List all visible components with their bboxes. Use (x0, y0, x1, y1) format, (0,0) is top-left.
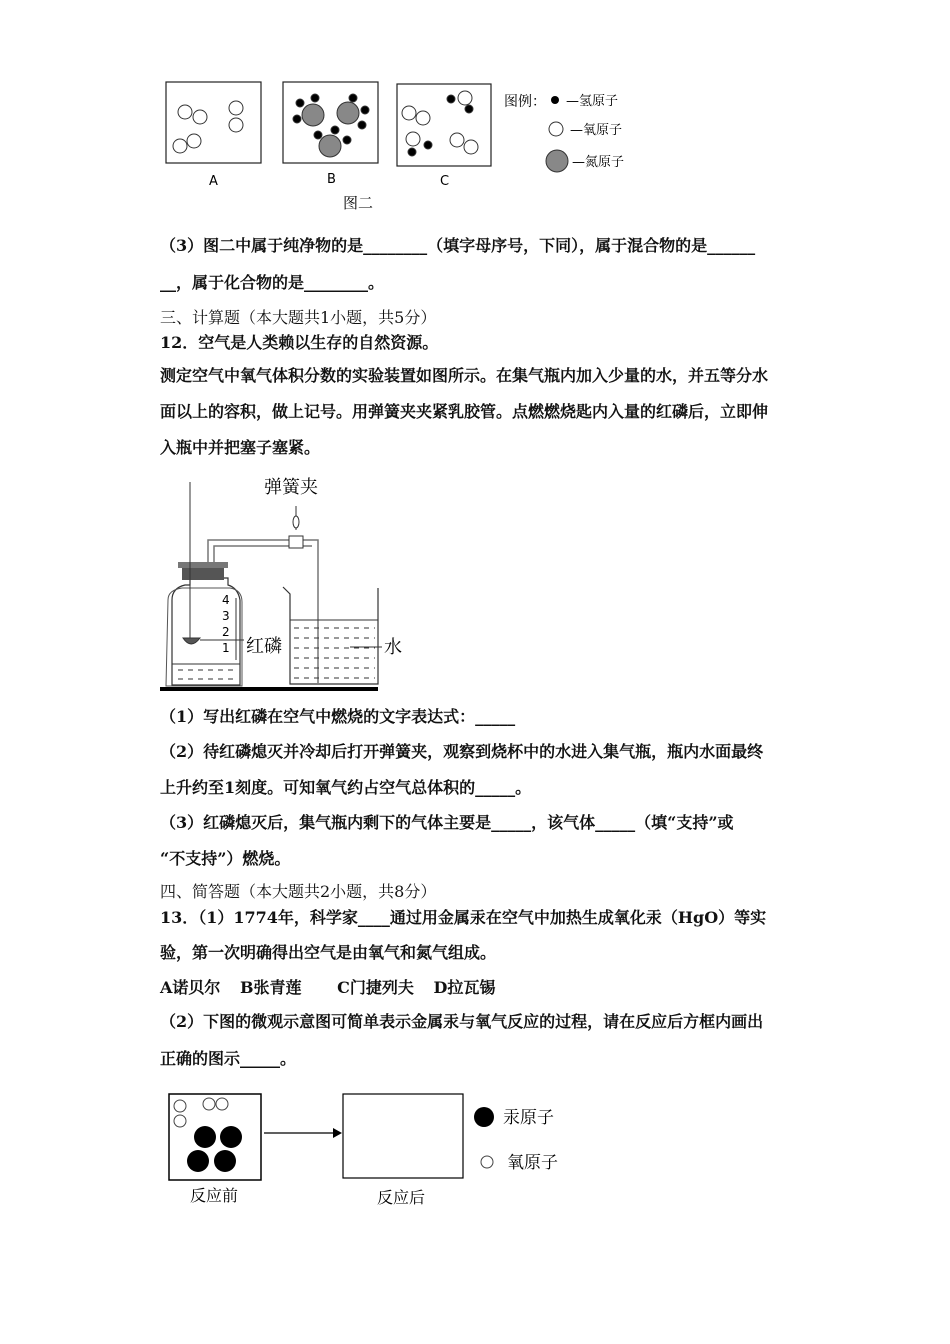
label-spring-clamp: 弹簧夹 (264, 477, 318, 498)
label-c: C (440, 174, 450, 189)
mark-2: 2 (222, 625, 230, 639)
q13-line1: 13．（1）1774年，科学家____通过用金属汞在空气中加热生成氧化汞（HgO）等实 (160, 908, 767, 927)
option-c: C门捷列夫 (337, 978, 414, 997)
q12-sub2-line1: （2）待红磷熄灭并冷却后打开弹簧夹，观察到烧杯中的水进入集气瓶，瓶内水面最终 (160, 742, 764, 761)
option-d: D拉瓦锡 (433, 978, 496, 997)
legend-hydrogen: —氢原子 (566, 94, 619, 109)
option-b: B张青莲 (240, 978, 302, 997)
legend-mercury: 汞原子 (503, 1108, 554, 1128)
q13-sub2-line1: （2）下图的微观示意图可简单表示金属汞与氧气反应的过程，请在反应后方框内画出 (160, 1012, 764, 1031)
q12-sub1: （1）写出红磷在空气中燃烧的文字表达式：_____ (160, 707, 516, 726)
q12-sub3-line2: “不支持”）燃烧。 (160, 849, 291, 868)
label-water: 水 (384, 637, 402, 658)
q12-sub3-line1: （3）红磷熄灭后，集气瓶内剩下的气体主要是_____，该气体_____（填“支持”或 (160, 813, 734, 832)
label-b: B (327, 172, 336, 187)
q12-para-3: 入瓶中并把塞子塞紧。 (160, 438, 321, 457)
q11-3-line2: __，属于化合物的是________。 (160, 273, 385, 292)
after-box (343, 1094, 463, 1178)
label-after: 反应后 (377, 1188, 426, 1207)
label-a: A (209, 174, 218, 189)
legend-title: 图例： (504, 94, 546, 110)
figure-caption: 图二 (343, 194, 374, 212)
mark-4: 4 (222, 593, 230, 607)
section-3-heading: 三、计算题（本大题共1小题，共5分） (160, 308, 437, 327)
mercury-atom-icon (474, 1107, 494, 1127)
label-before: 反应前 (190, 1186, 239, 1205)
legend-oxygen: —氧原子 (570, 123, 623, 138)
q13-sub2-line2: 正确的图示_____。 (160, 1049, 297, 1068)
arrow-icon (333, 1128, 342, 1138)
option-a: A诺贝尔 (160, 978, 221, 997)
q12-para-2: 面以上的容积，做上记号。用弹簧夹夹紧乳胶管。点燃燃烧匙内入量的红磷后，立即伸 (160, 402, 769, 421)
q12-para-1: 测定空气中氧气体积分数的实验装置如图所示。在集气瓶内加入少量的水，并五等分水 (160, 366, 769, 385)
q13-line2: 验，第一次明确得出空气是由氧气和氮气组成。 (160, 943, 497, 962)
label-red-phosphorus: 红磷 (246, 636, 282, 657)
q12-stem: 12．空气是人类赖以生存的自然资源。 (160, 333, 439, 352)
mark-3: 3 (222, 609, 230, 623)
legend-oxygen: 氧原子 (507, 1153, 558, 1173)
legend-nitrogen: —氮原子 (572, 155, 625, 170)
q12-sub2-line2: 上升约至1刻度。可知氧气约占空气总体积的_____。 (160, 778, 532, 797)
oxygen-atom-icon (481, 1156, 493, 1168)
q11-3-line1: （3）图二中属于纯净物的是________（填字母序号，下同），属于混合物的是______ (160, 236, 756, 255)
mark-1: 1 (222, 641, 230, 655)
section-4-heading: 四、简答题（本大题共2小题，共8分） (160, 882, 437, 901)
